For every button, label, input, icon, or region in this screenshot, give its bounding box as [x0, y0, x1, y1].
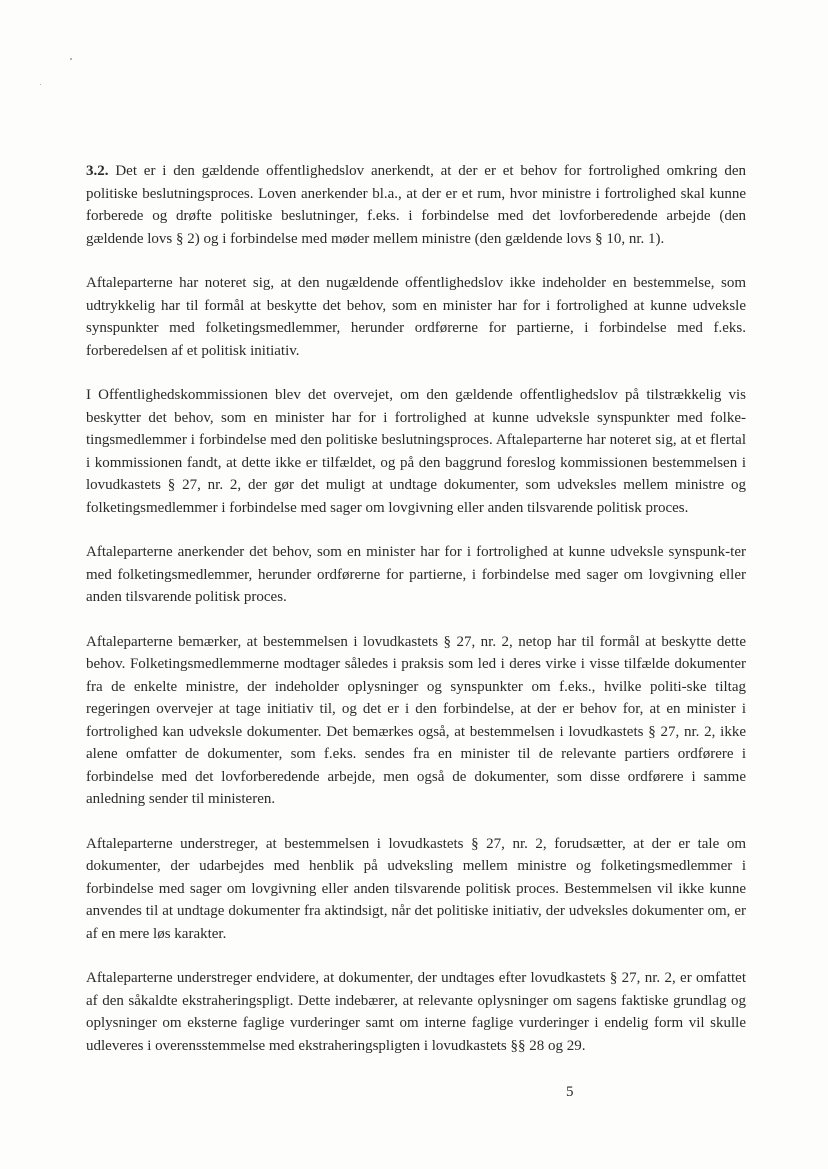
section-number: 3.2.: [86, 163, 109, 179]
page-number: 5: [566, 1084, 574, 1100]
paragraph-3-2: [86, 160, 746, 250]
paragraph-2: Aftaleparterne har noteret sig, at den nugældende offentlighedslov ikke indeholder en bestemmelse, som udtrykkelig har til formål at beskytte det behov, som en minister har for i fortrolighed at kunne udveksle synspunkter med folketingsmedlemmer, herunder ordførerne for partierne, i forbindelse med f.eks. forberedelsen af et politisk initiativ.: [86, 275, 746, 359]
paragraph-5: Aftaleparterne bemærker, at bestemmelsen i lovudkastets § 27, nr. 2, netop har til formål at beskytte dette behov. Folketingsmedlemmerne modtager således i praksis som led i deres virke i visse tilfælde dokumenter fra de enkelte ministre, der indeholder oplysninger og synspunkter om f.eks., hvilke politi-ske tiltag regeringen overvejer at tage initiativ til, og det er i den forbindelse, at der er behov for, at en minister i fortrolighed kan udveksle dokumenter. Det bemærkes også, at bestemmelsen i lovudkastets § 27, nr. 2, ikke alene omfatter de dokumenter, som f.eks. sendes fra en minister til de relevante partiers ordførere i forbindelse med det lovforberedende arbejde, men også de dokumenter, som disse ordførere i samme anledning sender til ministeren.: [86, 633, 746, 807]
scan-speck: [70, 58, 72, 60]
paragraph-7: Aftaleparterne understreger endvidere, at dokumenter, der undtages efter lovudkastets § 27, nr. 2, er omfattet af den såkaldte ekstraheringspligt. Dette indebærer, at relevante oplysninger om sagens faktiske grundlag og oplysninger om eksterne faglige vurderinger samt om interne faglige vurderinger i endelig form vil skulle udleveres i overensstemmelse med ekstraheringspligten i lovudkastets §§ 28 og 29.: [86, 970, 746, 1054]
paragraph-3: I Offentlighedskommissionen blev det overvejet, om den gældende offentlighedslov på tilstrækkelig vis beskytter det behov, som en minister har for i fortrolighed at kunne udveksle synspunkter med folke-tingsmedlemmer i forbindelse med den politiske beslutningsproces. Aftaleparterne har noteret sig, at et flertal i kommissionen fandt, at dette ikke er tilfældet, og på den baggrund foreslog kommissionen bestemmelsen i lovudkastets § 27, nr. 2, der gør det muligt at undtage dokumenter, som udveksles mellem ministre og folketingsmedlemmer i forbindelse med sager om lovgivning eller anden tilsvarende politisk proces.: [86, 387, 746, 516]
paragraph-text: Det er i den gældende offentlighedslov anerkendt, at der er et behov for fortrolighed omkring den politiske beslutningsproces. Loven anerkender bl.a., at der er et rum, hvor ministre i fortrolighed skal kunne forberede og drøfte politiske beslutninger, f.eks. i forbindelse med det lovforberedende arbejde (den gældende lovs § 2) og i forbindelse med møder mellem ministre (den gældende lovs § 10, nr. 1).: [86, 163, 746, 247]
document-body: [86, 160, 746, 1079]
scan-speck: [40, 84, 41, 85]
paragraph-4: Aftaleparterne anerkender det behov, som en minister har for i fortrolighed at kunne udveksle synspunk-ter med folketingsmedlemmer, herunder ordførerne for partierne, i forbindelse med sager om lovgivning eller anden tilsvarende politisk proces.: [86, 544, 746, 605]
paragraph-6: Aftaleparterne understreger, at bestemmelsen i lovudkastets § 27, nr. 2, forudsætter, at der er tale om dokumenter, der udarbejdes med henblik på udveksling mellem ministre og folketingsmedlemmer i forbindelse med sager om lovgivning eller anden tilsvarende politisk proces. Bestemmelsen vil ikke kunne anvendes til at undtage dokumenter fra aktindsigt, når det politiske initiativ, der udveksles dokumenter om, er af en mere løs karakter.: [86, 835, 746, 942]
